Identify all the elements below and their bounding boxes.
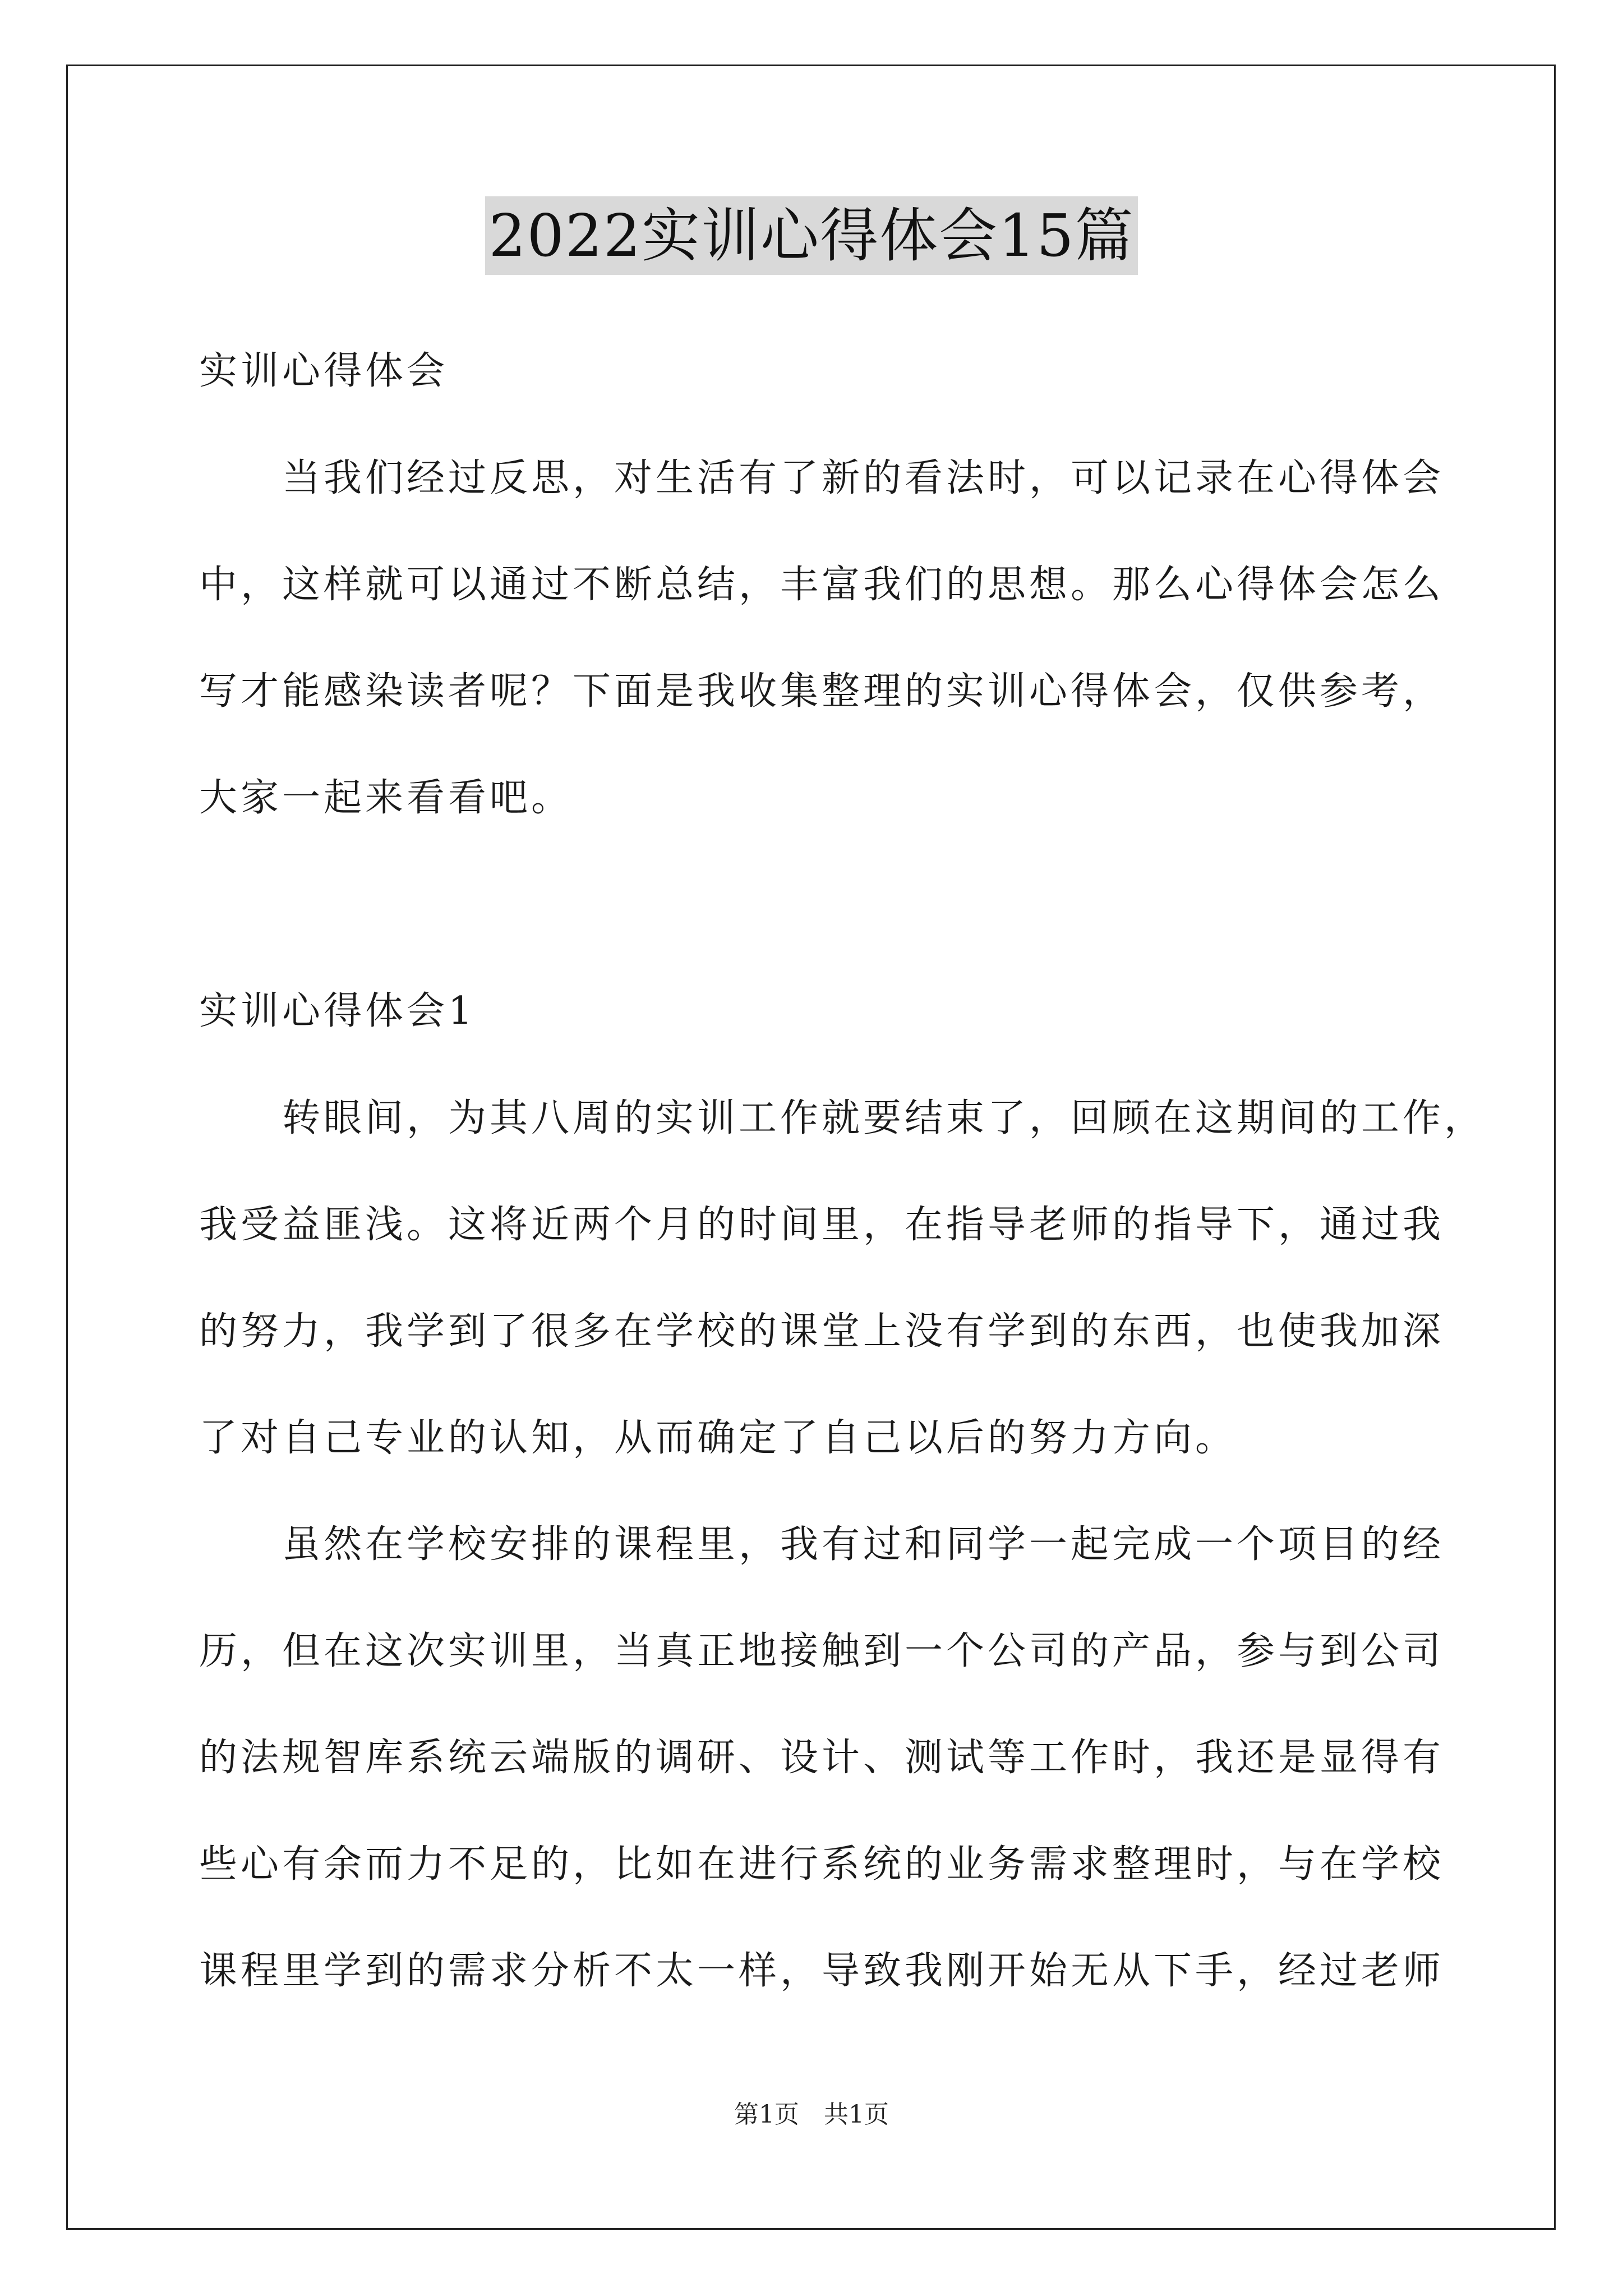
paragraph2-line-5: 课程里学到的需求分析不太一样，导致我刚开始无从下手，经过老师	[199, 1949, 1445, 1993]
intro-heading: 实训心得体会	[199, 349, 449, 393]
paragraph1-line-2: 我受益匪浅。这将近两个月的时间里，在指导老师的指导下，通过我	[199, 1203, 1445, 1247]
paragraph2-line-1: 虽然在学校安排的课程里，我有过和同学一起完成一个项目的经	[282, 1522, 1445, 1567]
document-body	[199, 303, 1486, 2051]
title-container	[0, 196, 1623, 275]
paragraph1-line-4: 了对自己专业的认知，从而确定了自己以后的努力方向。	[199, 1416, 1237, 1460]
paragraph1-line-3: 的努力，我学到了很多在学校的课堂上没有学到的东西，也使我加深	[199, 1309, 1445, 1354]
paragraph2-line-3: 的法规智库系统云端版的调研、设计、测试等工作时，我还是显得有	[199, 1736, 1445, 1780]
paragraph2-line-2: 历，但在这次实训里，当真正地接触到一个公司的产品，参与到公司	[199, 1629, 1445, 1673]
paragraph2-line-4: 些心有余而力不足的，比如在进行系统的业务需求整理时，与在学校	[199, 1842, 1445, 1887]
section-heading: 实训心得体会1	[199, 989, 476, 1033]
page-footer: 第1页 共1页	[734, 2100, 889, 2129]
intro-line-4: 大家一起来看看吧。	[199, 776, 573, 820]
intro-line-2: 中，这样就可以通过不断总结，丰富我们的思想。那么心得体会怎么	[199, 563, 1445, 607]
intro-line-3: 写才能感染读者呢？下面是我收集整理的实训心得体会，仅供参考，	[199, 669, 1445, 714]
paragraph1-line-1: 转眼间，为其八周的实训工作就要结束了，回顾在这期间的工作，	[282, 1096, 1486, 1140]
intro-line-1: 当我们经过反思，对生活有了新的看法时，可以记录在心得体会	[282, 456, 1445, 500]
document-title: 2022实训心得体会15篇	[485, 196, 1137, 275]
